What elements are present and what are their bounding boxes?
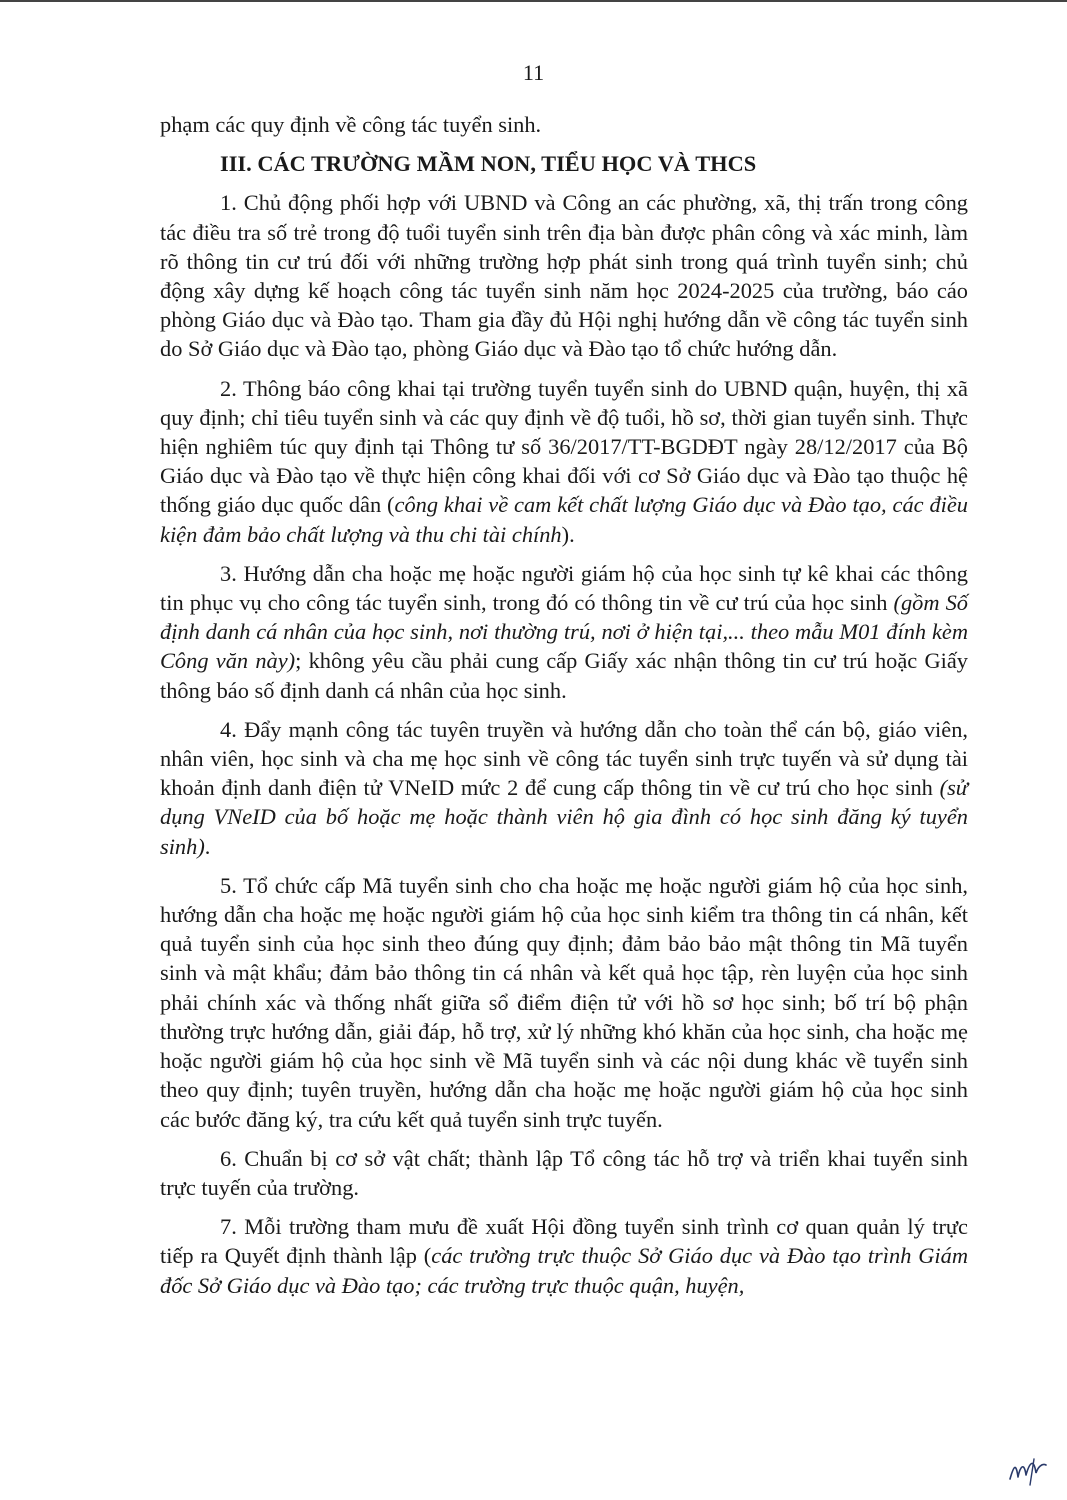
item-7	[160, 1212, 968, 1300]
item-5: 5. Tổ chức cấp Mã tuyển sinh cho cha hoặc mẹ hoặc người giám hộ của học sinh, hướng dẫn cha hoặc mẹ hoặc người giám hộ của học sinh kiểm tra thông tin cá nhân, kết quả tuyển sinh của học sinh theo đúng quy định; đảm bảo bảo mật thông tin Mã tuyển sinh và mật khẩu; đảm bảo thông tin cá nhân và kết quả học tập, rèn luyện của học sinh phải chính xác và thống nhất giữa sổ điểm điện tử với hồ sơ học sinh; bố trí bộ phận thường trực hướng dẫn, giải đáp, hỗ trợ, xử lý những khó khăn của học sinh, cha hoặc mẹ hoặc người giám hộ của học sinh về Mã tuyển sinh và các nội dung khác về tuyển sinh theo quy định; tuyên truyền, hướng dẫn cha hoặc mẹ hoặc người giám hộ của học sinh các bước đăng ký, tra cứu kết quả tuyển sinh trực tuyến.	[160, 872, 968, 1132]
item-3	[160, 559, 968, 705]
item-4-text: 4. Đẩy mạnh công tác tuyên truyền và hướng dẫn cho toàn thể cán bộ, giáo viên, nhân viên, học sinh và cha mẹ học sinh về công tác tuyển sinh trực tuyến và sử dụng tài khoản định danh điện tử VNeID mức 2 để cung cấp thông tin về cư trú cho học sinh	[160, 716, 968, 801]
item-4-tail: .	[204, 833, 211, 859]
item-3-text: 3. Hướng dẫn cha hoặc mẹ hoặc người giám hộ của học sinh tự kê khai các thông tin phục vụ cho công tác tuyển sinh, trong đó có thông tin về cư trú của học sinh	[160, 560, 968, 616]
item-2-italic: công khai về cam kết chất lượng Giáo dục và Đào tạo, các điều kiện đảm bảo chất lượng và thu chi tài chính	[160, 492, 968, 547]
document-body	[160, 110, 968, 1310]
item-4-italic: (sử dụng VNeID của bố hoặc mẹ hoặc thành viên hộ gia đình có học sinh đăng ký tuyển sinh)	[160, 775, 968, 859]
continuation-text: phạm các quy định về công tác tuyển sinh.	[160, 112, 542, 137]
section-heading: III. CÁC TRƯỜNG MẦM NON, TIỂU HỌC VÀ THCS	[220, 151, 757, 177]
initials-signature	[1006, 1455, 1050, 1487]
page-number: 11	[522, 60, 545, 85]
item-7-italic: các trường trực thuộc Sở Giáo dục và Đào tạo trình Giám đốc Sở Giáo dục và Đào tạo; các trường trực thuộc quận, huyện,	[160, 1243, 969, 1298]
item-6: 6. Chuẩn bị cơ sở vật chất; thành lập Tổ công tác hỗ trợ và triển khai tuyển sinh trực tuyến của trường.	[160, 1145, 968, 1200]
item-4	[160, 715, 968, 861]
item-1: 1. Chủ động phối hợp với UBND và Công an các phường, xã, thị trấn trong công tác điều tra số trẻ trong độ tuổi tuyển sinh trên địa bàn được phân công và xác minh, làm rõ thông tin cư trú đối với những trường hợp phát sinh trong quá trình tuyển sinh; chủ động xây dựng kế hoạch công tác tuyển sinh năm học 2024-2025 của trường, báo cáo phòng Giáo dục và Đào tạo. Tham gia đầy đủ Hội nghị hướng dẫn về công tác tuyển sinh do Sở Giáo dục và Đào tạo, phòng Giáo dục và Đào tạo tổ chức hướng dẫn.	[160, 190, 968, 362]
item-2-text: 2. Thông báo công khai tại trường tuyển tuyển sinh do UBND quận, huyện, thị xã quy định; chỉ tiêu tuyển sinh và các quy định về độ tuổi, hồ sơ, thời gian tuyển sinh. Thực hiện nghiêm túc quy định tại Thông tư số 36/2017/TT-BGDĐT ngày 28/12/2017 của Bộ Giáo dục và Đào tạo về thực hiện công khai đối với cơ Sở Giáo dục và Đào tạo thuộc hệ thống giáo dục quốc dân (	[160, 375, 968, 518]
item-3-tail: ; không yêu cầu phải cung cấp Giấy xác nhận thông tin cư trú hoặc Giấy thông báo số định danh cá nhân của học sinh.	[160, 648, 968, 703]
item-2	[160, 374, 968, 549]
top-border-line	[0, 0, 1067, 2]
item-3-italic: (gồm Số định danh cá nhân của học sinh, nơi thường trú, nơi ở hiện tại,... theo mẫu M01 đính kèm Công văn này)	[160, 590, 968, 674]
item-2-tail: ).	[561, 521, 575, 547]
item-7-text: 7. Mỗi trường tham mưu đề xuất Hội đồng tuyển sinh trình cơ quan quản lý trực tiếp ra Quyết định thành lập (	[160, 1214, 968, 1269]
